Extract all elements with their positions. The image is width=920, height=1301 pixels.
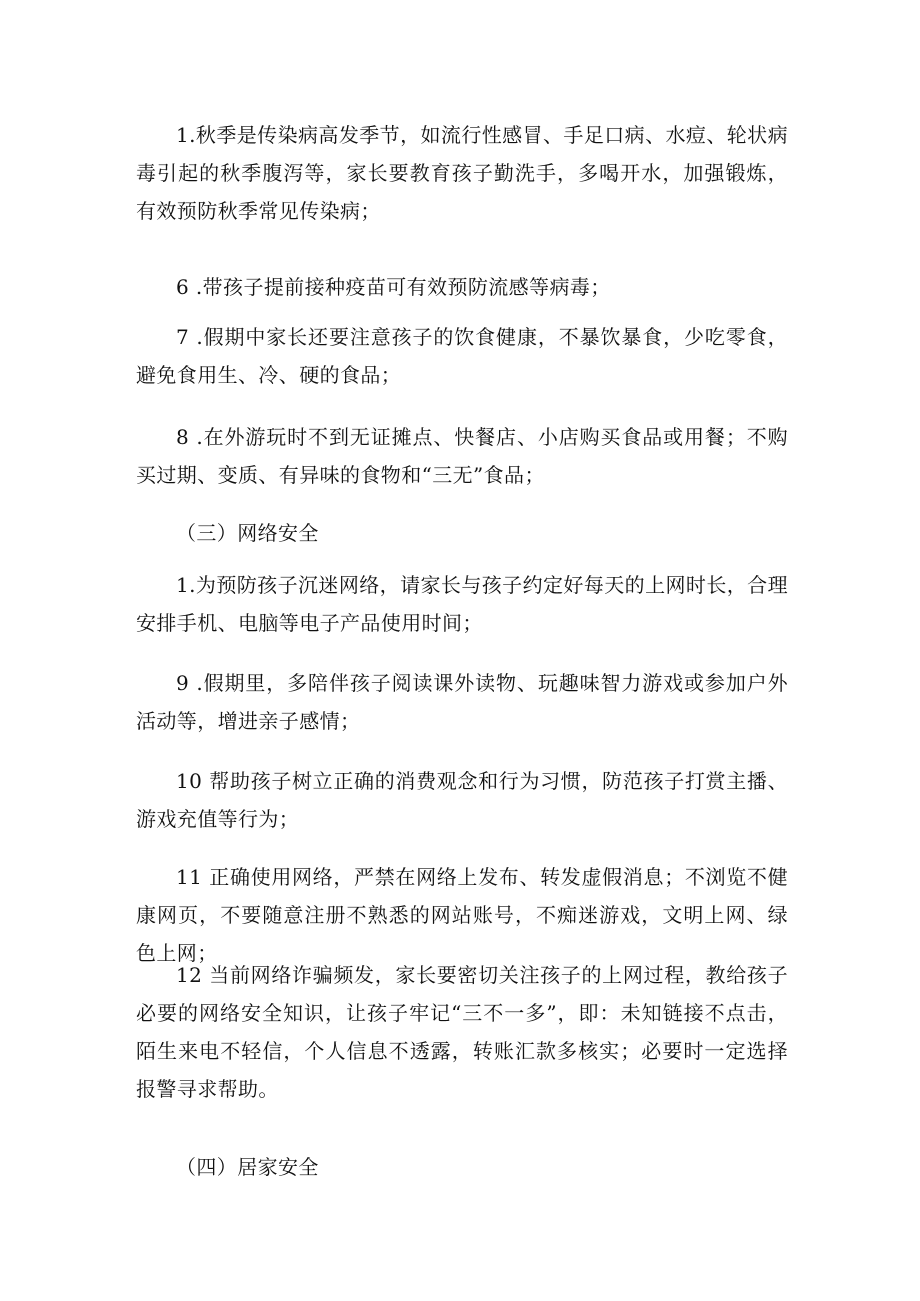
paragraph-consumption-habits: 10 帮助孩子树立正确的消费观念和行为习惯，防范孩子打赏主播、游戏充值等行为； — [136, 769, 788, 831]
paragraph-family-activities: 9 .假期里，多陪伴孩子阅读课外读物、玩趣味智力游戏或参加户外活动等，增进亲子感情； — [136, 671, 788, 733]
paragraph-vaccination: 6 .带孩子提前接种疫苗可有效预防流感等病毒； — [176, 275, 611, 299]
paragraph-fraud-prevention: 12 当前网络诈骗频发，家长要密切关注孩子的上网过程，教给孩子必要的网络安全知识，让孩子牢记“三不一多”，即：未知链接不点击，陌生来电不轻信，个人信息不透露，转账汇款多核实；必要时一定选择报警寻求帮助。 — [136, 963, 788, 1101]
paragraph-food-safety: 8 .在外游玩时不到无证摊点、快餐店、小店购买食品或用餐；不购买过期、变质、有异味的食物和“三无”食品； — [136, 425, 788, 487]
paragraph-screen-time: 1.为预防孩子沉迷网络，请家长与孩子约定好每天的上网时长，合理安排手机、电脑等电子产品使用时间； — [136, 573, 788, 635]
section-heading-network-safety: （三）网络安全 — [176, 521, 319, 545]
paragraph-seasonal-disease: 1.秋季是传染病高发季节，如流行性感冒、手足口病、水痘、轮状病毒引起的秋季腹泻等，家长要教育孩子勤洗手，多喝开水，加强锻炼，有效预防秋季常见传染病； — [136, 123, 788, 223]
paragraph-diet-health: 7 .假期中家长还要注意孩子的饮食健康，不暴饮暴食，少吃零食，避免食用生、冷、硬的食品； — [136, 325, 788, 387]
paragraph-internet-use: 11 正确使用网络，严禁在网络上发布、转发虚假消息；不浏览不健康网页，不要随意注册不熟悉的网站账号，不痴迷游戏，文明上网、绿色上网； — [136, 865, 788, 965]
section-heading-home-safety: （四）居家安全 — [176, 1155, 319, 1179]
